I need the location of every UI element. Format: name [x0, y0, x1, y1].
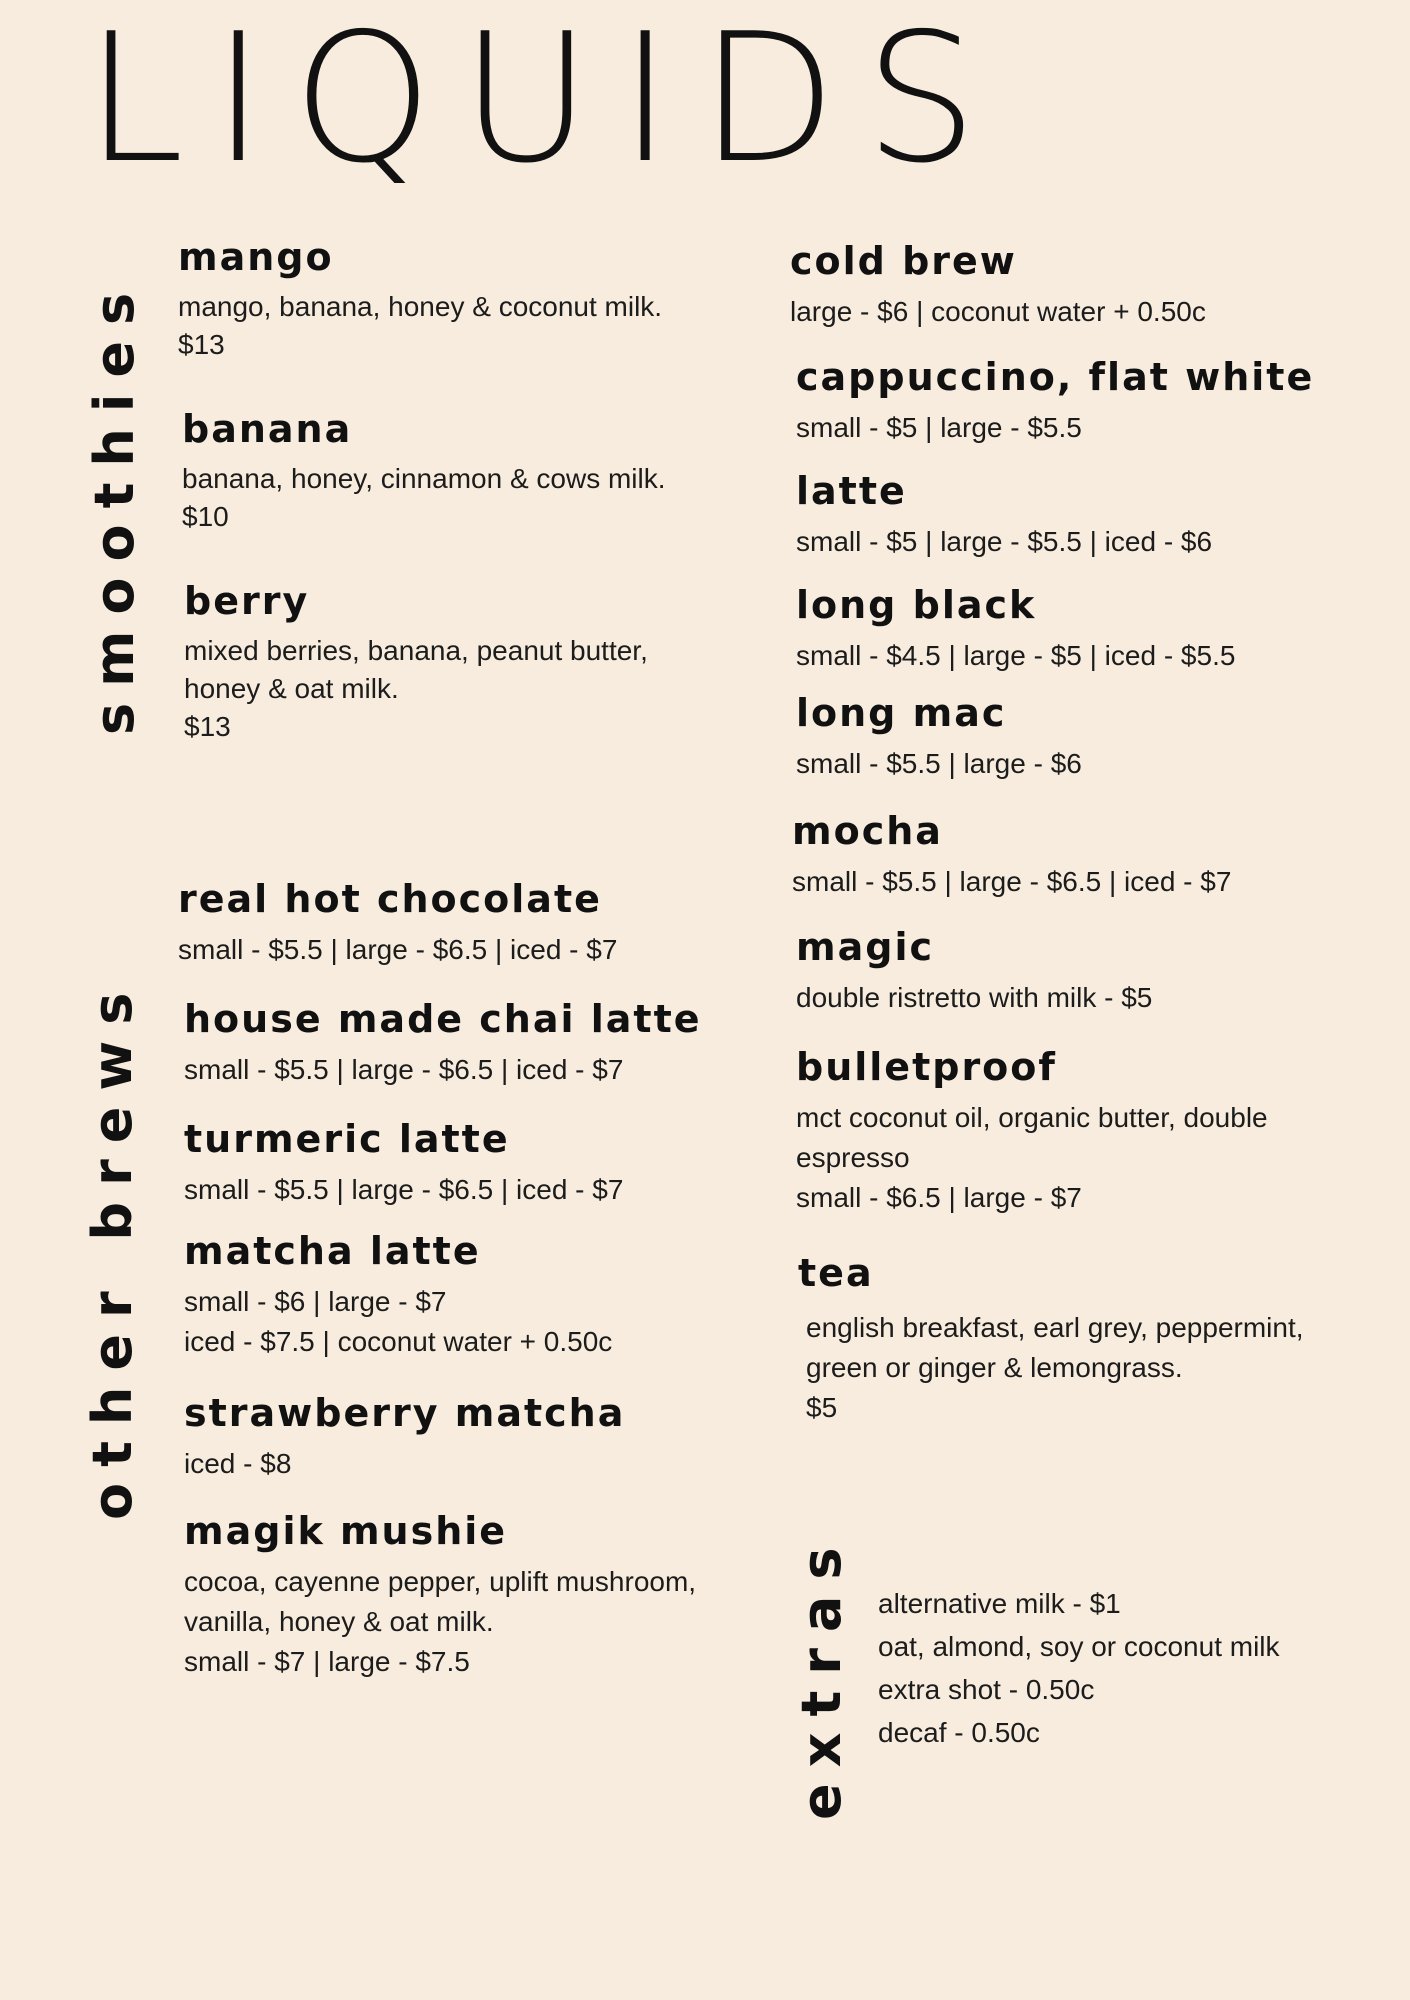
item-description: banana, honey, cinnamon & cows milk.	[182, 463, 666, 494]
menu-item-cold-brew	[790, 239, 1206, 332]
item-name: mango	[178, 235, 334, 279]
item-name: mocha	[792, 809, 943, 853]
item-prices: small - $6 | large - $7	[184, 1286, 447, 1317]
extras-item: extra shot - 0.50c	[878, 1674, 1095, 1705]
menu-item-long-mac	[796, 691, 1082, 784]
item-name: tea	[798, 1251, 874, 1295]
menu-item-mocha	[792, 809, 1232, 902]
item-name: long mac	[796, 691, 1007, 735]
item-name: turmeric latte	[184, 1117, 510, 1161]
item-name: berry	[184, 579, 310, 623]
item-price: $10	[182, 501, 229, 532]
item-description: mango, banana, honey & coconut milk.	[178, 291, 663, 322]
menu-item-bulletproof	[796, 1045, 1268, 1218]
item-price: $13	[178, 329, 225, 360]
menu-item-chai-latte	[184, 997, 702, 1090]
item-name: real hot chocolate	[178, 877, 602, 921]
item-description: english breakfast, earl grey, peppermint,	[806, 1312, 1304, 1343]
menu-item-mango	[178, 235, 663, 364]
menu-item-long-black	[796, 583, 1236, 676]
item-description: cocoa, cayenne pepper, uplift mushroom,	[184, 1566, 697, 1597]
item-name: magik mushie	[184, 1509, 508, 1553]
item-prices: small - $6.5 | large - $7	[796, 1182, 1082, 1213]
item-description: mct coconut oil, organic butter, double	[796, 1102, 1268, 1133]
menu-item-turmeric-latte	[184, 1117, 624, 1210]
item-prices: small - $5.5 | large - $6	[796, 748, 1082, 779]
menu-item-real-hot-chocolate	[178, 877, 618, 970]
menu-item-strawberry-matcha	[184, 1391, 626, 1484]
item-price: $13	[184, 711, 231, 742]
item-prices: small - $5.5 | large - $6.5 | iced - $7	[184, 1054, 624, 1085]
item-name: cold brew	[790, 239, 1017, 283]
item-name: banana	[182, 407, 353, 451]
page-title: LIQUIDS	[85, 0, 1006, 202]
item-prices: small - $5.5 | large - $6.5 | iced - $7	[178, 934, 618, 965]
item-prices: small - $4.5 | large - $5 | iced - $5.5	[796, 640, 1236, 671]
menu-item-banana	[182, 407, 666, 536]
item-description: vanilla, honey & oat milk.	[184, 1606, 494, 1637]
item-prices: large - $6 | coconut water + 0.50c	[790, 296, 1206, 327]
item-description: honey & oat milk.	[184, 673, 399, 704]
section-label-extras: extras	[790, 1531, 853, 1820]
item-description: green or ginger & lemongrass.	[806, 1352, 1183, 1383]
item-prices: small - $7 | large - $7.5	[184, 1646, 470, 1677]
item-description: mixed berries, banana, peanut butter,	[184, 635, 648, 666]
item-name: magic	[796, 925, 934, 969]
menu-item-latte	[796, 469, 1213, 562]
section-label-smoothies: smoothies	[83, 276, 146, 735]
extras-item: decaf - 0.50c	[878, 1717, 1040, 1748]
item-prices: small - $5.5 | large - $6.5 | iced - $7	[792, 866, 1232, 897]
item-name: bulletproof	[796, 1045, 1057, 1089]
item-description: espresso	[796, 1142, 910, 1173]
menu-item-matcha-latte	[184, 1229, 613, 1362]
item-name: cappuccino, flat white	[796, 355, 1315, 399]
menu-item-cappuccino-flat-white	[796, 355, 1315, 448]
item-prices: small - $5 | large - $5.5	[796, 412, 1082, 443]
item-prices: iced - $7.5 | coconut water + 0.50c	[184, 1326, 613, 1357]
item-name: strawberry matcha	[184, 1391, 626, 1435]
extras-list	[878, 1582, 1280, 1754]
menu-item-magic	[796, 925, 1153, 1018]
item-name: long black	[796, 583, 1037, 627]
item-price: $5	[806, 1392, 838, 1423]
extras-item: alternative milk - $1	[878, 1588, 1121, 1619]
item-name: matcha latte	[184, 1229, 481, 1273]
item-name: house made chai latte	[184, 997, 702, 1041]
item-name: latte	[796, 469, 907, 513]
menu-item-berry	[184, 579, 648, 746]
section-label-other-brews: other brews	[81, 976, 144, 1520]
menu-item-tea	[798, 1251, 1304, 1428]
item-prices: double ristretto with milk - $5	[796, 982, 1153, 1013]
item-prices: iced - $8	[184, 1448, 292, 1479]
item-prices: small - $5 | large - $5.5 | iced - $6	[796, 526, 1213, 557]
item-prices: small - $5.5 | large - $6.5 | iced - $7	[184, 1174, 624, 1205]
menu-item-magik-mushie	[184, 1509, 697, 1682]
extras-item: oat, almond, soy or coconut milk	[878, 1631, 1280, 1662]
